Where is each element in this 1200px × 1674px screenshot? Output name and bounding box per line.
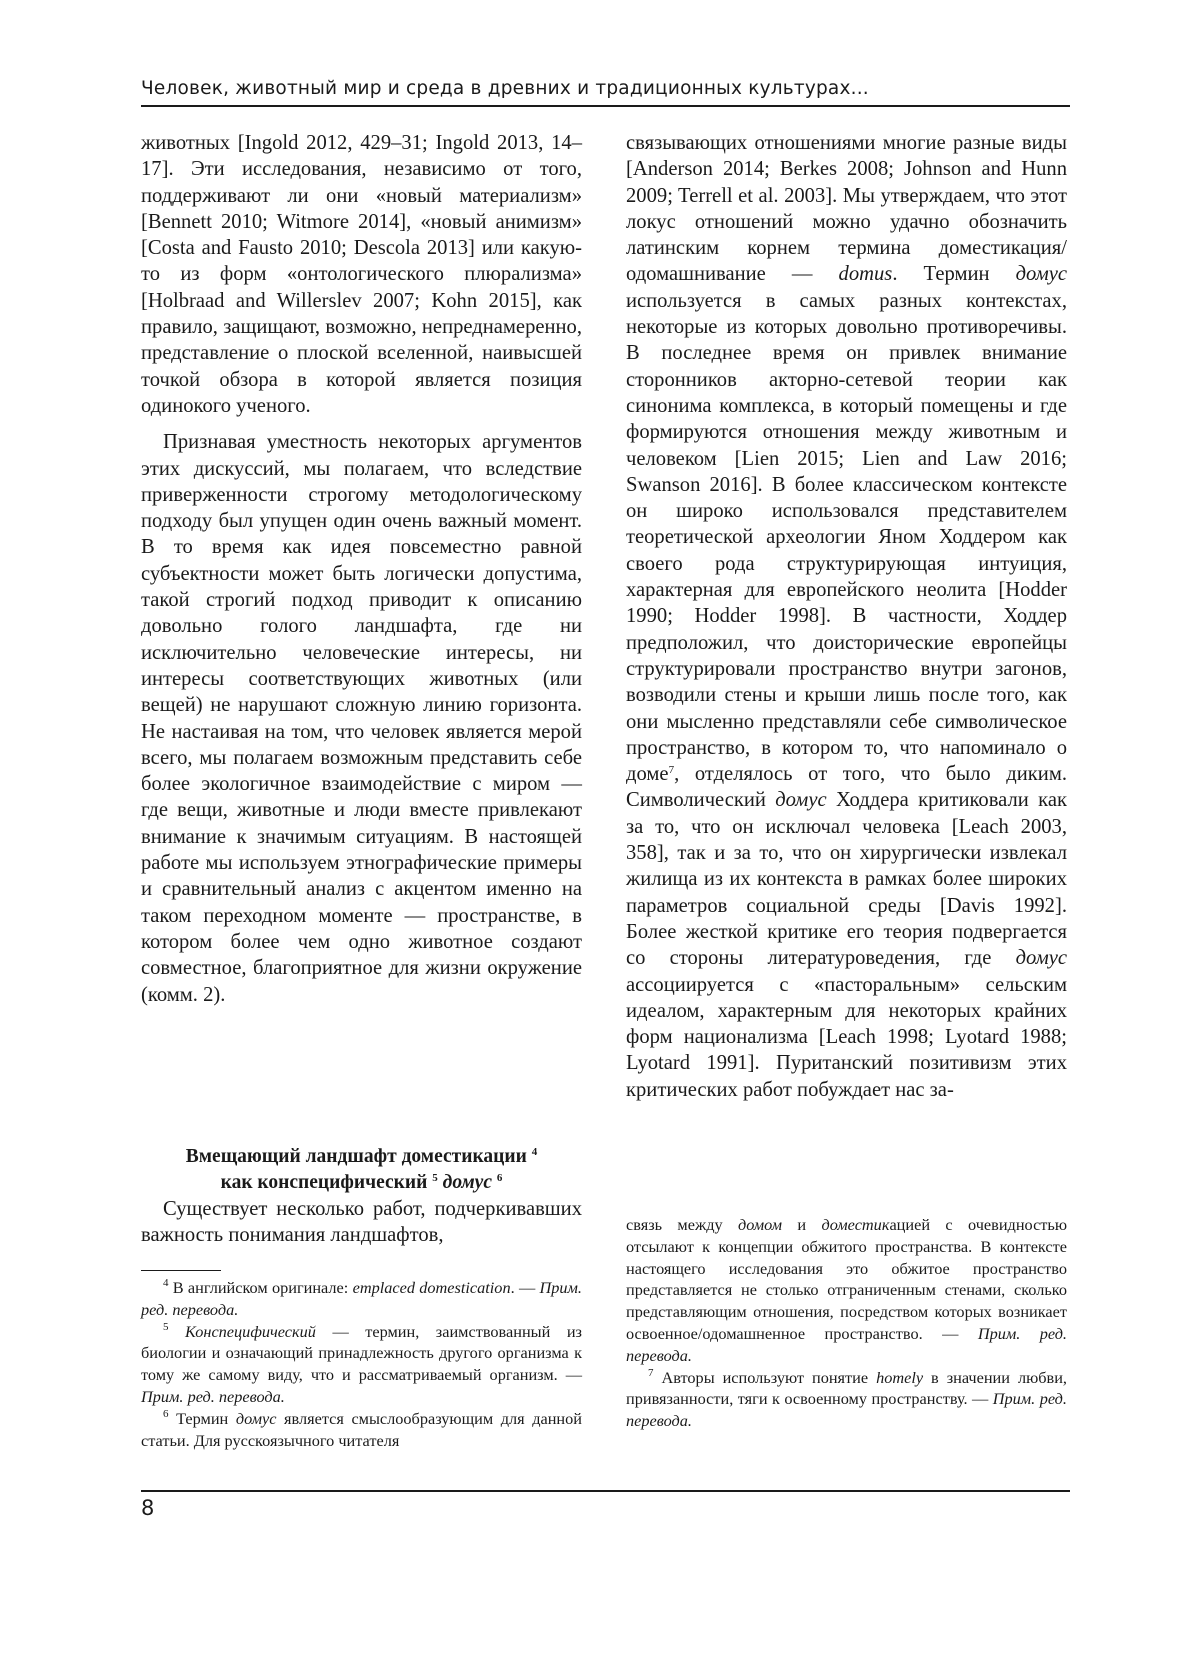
section-body: [141, 1196, 582, 1249]
footnote-ref-5: 5: [432, 1172, 438, 1184]
right-column: [626, 130, 1067, 1103]
section-heading-line1: Вмещающий ландшафт доместикации: [185, 1146, 527, 1167]
footnote-7: $^7$ Авторы используют понятие homely в значении любви, привязанности, тяги к освоенному пространству. — Прим. ред. перевода.: [626, 1366, 1067, 1431]
right-paragraph: связывающих отношениями многие разные виды [Anderson 2014; Berkes 2008; Johnson and Hunn 2009; Terrell et al. 2003]. Мы утверждаем, что этот локус отношений можно удачно обозначить латинским корнем термина доместикация/одомашнивание — domus. Термин домус используется в самых разных контекстах, некоторые из которых довольно противоречивы. В последнее время он привлек внимание сторонников акторно-сетевой теории как синонима комплекса, в который помещены и где формируются отношения между животным и человеком [Lien 2015; Lien and Law 2016; Swanson 2016]. В более классическом контексте он широко использовался представителем теоретической археологии Яном Ходдером как своего рода структурирующая интуиция, характерная для европейского неолита [Hodder 1990; Hodder 1998]. В частности, Ходдер предположил, что доисторические европейцы структурировали пространство внутри загонов, возводили стены и крыши лишь после того, как они мысленно представляли себе символическое пространство, в котором то, что напоминало о доме$^7$, отделялось от того, что было диким. Символический домус Ходдера критиковали как за то, что он исключал человека [Leach 2003, 358], так и за то, что он хирургически извлекал жилища из их контекста в рамках более широких параметров социальной среды [Davis 1992]. Более жесткой критике его теория подвергается со стороны литературоведения, где домус ассоциируется с «пасторальным» сельским идеалом, характерным для некоторых крайних форм национализма [Leach 1998; Lyotard 1988; Lyotard 1991]. Пуританский позитивизм этих критических работ побуждает нас за-: [626, 132, 1067, 1101]
footnote-ref-7: 7: [668, 764, 675, 777]
left-paragraph-1: животных [Ingold 2012, 429–31; Ingold 2013, 14–17]. Эти исследования, независимо от того, поддерживают ли они «новый материализм» [Bennett 2010; Witmore 2014], «новый анимизм» [Costa and Fausto 2010; Descola 2013] или какую-то из форм «онтологического плюрализма» [Holbraad and Willerslev 2007; Kohn 2015], как правило, защищают, возможно, непреднамеренно, представление о плоской вселенной, наивысшей точкой обзора в которой является позиция одинокого ученого.: [141, 132, 582, 417]
left-column: [141, 130, 582, 1008]
footnote-5: $^5$ Конспецифический — термин, заимствованный из биологии и означающий принадлежность другого организма к тому же самому виду, что и рассматриваемый организм. — Прим. ред. перевода.: [141, 1320, 582, 1406]
footnote-ref-4: 4: [531, 1146, 538, 1158]
footer-rule: [141, 1490, 1070, 1492]
left-paragraph-2: Признавая уместность некоторых аргументов этих дискуссий, мы полагаем, что вследствие приверженности строгому методологическому подходу был упущен один очень важный момент. В то время как идея повсеместно равной субъектности может быть логически допустима, такой строгий подход приводит к описанию довольно голого ландшафта, где ни исключительно человеческие интересы, ни интересы соответствующих животных (или вещей) не нарушают сложную линию горизонта. Не настаивая на том, что человек является мерой всего, мы полагаем возможным представить себе более экологичное взаимодействие с миром — где вещи, животные и люди вместе привлекают внимание к значимым ситуациям. В настоящей работе мы используем этнографические примеры и сравнительный анализ с акцентом именно на таком переходном моменте — пространстве, в котором более чем одно животное создают совместное, благоприятное для жизни окружение (комм. 2).: [141, 431, 582, 1006]
footnotes-left: [141, 1277, 582, 1451]
section-heading: [141, 1144, 582, 1196]
running-title: Человек, животный мир и среда в древних и традиционных культурах...: [141, 78, 869, 99]
footnote-ref-6: 6: [496, 1172, 503, 1184]
section-heading-line2: как конспецифический: [220, 1172, 428, 1193]
footnote-6: $^6$ Термин домус является смыслообразующим для данной статьи. Для русскоязычного читателя: [141, 1407, 582, 1450]
footnote-separator: [141, 1270, 221, 1271]
footnote-4: $^4$ В английском оригинале: emplaced domestication. — Прим. ред. перевода.: [141, 1277, 582, 1319]
section-heading-domus: домус: [442, 1172, 492, 1193]
header-rule: [141, 105, 1070, 107]
page-number: 8: [141, 1496, 155, 1520]
footnote-6-continued: связь между домом и доместикацией с очевидностью отсылают к концепции обжитого пространства. В контексте настоящего исследования это обжитое пространство представляется не столько отграниченным стенами, сколько представляющим отношения, посредством которых возникает освоенное/одомашненное пространство. — Прим. ред. перевода.: [626, 1215, 1068, 1365]
footnotes-right: [626, 1214, 1067, 1432]
section-paragraph-1: Существует несколько работ, подчеркивавших важность понимания ландшафтов,: [141, 1198, 582, 1247]
